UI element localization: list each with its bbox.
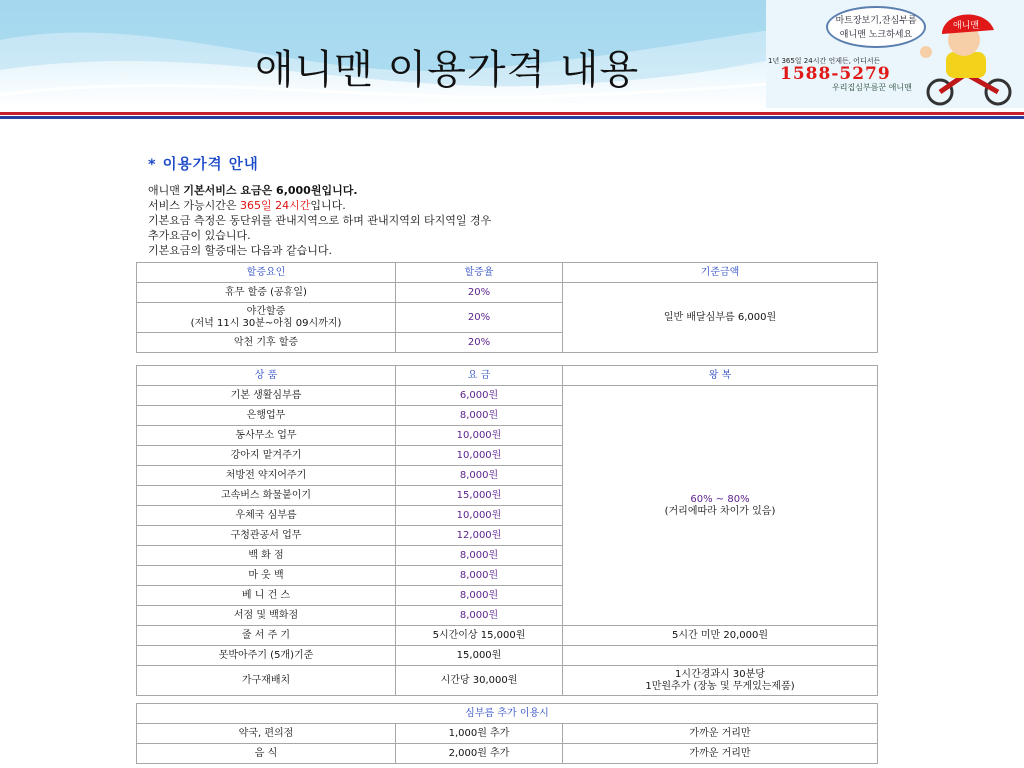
header-errand-extra: 심부름 추가 이용시	[137, 704, 878, 724]
product-price: 8,000원	[396, 566, 563, 586]
product-price-table	[136, 365, 878, 696]
promo-slogan: 우리집심부름꾼 애니맨	[832, 83, 912, 92]
table-row	[137, 386, 878, 406]
product-name: 동사무소 업무	[137, 426, 396, 446]
product-price: 8,000원	[396, 546, 563, 566]
table-row	[137, 724, 878, 744]
surcharge-factor: 휴무 할증 (공휴일)	[137, 283, 396, 303]
table-row	[137, 666, 878, 696]
surcharge-factor: 악천 기후 할증	[137, 333, 396, 353]
section-title: * 이용가격 안내	[148, 157, 259, 173]
product-price: 12,000원	[396, 526, 563, 546]
promo-bubble-line2: 애니맨 노크하세요	[839, 30, 913, 40]
intro-hours: 365일 24시간	[240, 199, 311, 212]
promo-bubble-line1: 마트장보기,잔심부름	[835, 16, 917, 26]
product-price: 10,000원	[396, 426, 563, 446]
promo-tagline: 1년 365일 24시간 언제든, 어디서든	[768, 57, 881, 65]
product-name: 베 니 건 스	[137, 586, 396, 606]
intro-line2-suffix: 입니다.	[310, 199, 346, 212]
intro-line2-prefix: 서비스 가능시간은	[148, 199, 241, 212]
header-price: 요 금	[396, 366, 563, 386]
errand-item: 음 식	[137, 744, 396, 764]
product-price: 15,000원	[396, 486, 563, 506]
night-surcharge-label: 야간할증	[246, 305, 286, 317]
header-rate: 할증율	[396, 263, 563, 283]
roundtrip-note: (거리에따라 차이가 있음)	[664, 505, 776, 517]
header-factor: 할증요인	[137, 263, 396, 283]
header-base-amount: 기준금액	[563, 263, 878, 283]
page-title: 애니맨 이용가격 내용	[255, 47, 640, 93]
product-price: 시간당 30,000원	[396, 666, 563, 696]
table-row	[137, 626, 878, 646]
errand-note: 가까운 거리만	[563, 744, 878, 764]
night-surcharge-hours: (저녁 11시 30분~아침 09시까지)	[190, 317, 342, 329]
product-name: 줄 서 주 기	[137, 626, 396, 646]
intro-text	[148, 183, 491, 258]
promo-phone-number: 1588-5279	[780, 64, 891, 84]
table-header-row	[137, 704, 878, 724]
divider-blue	[0, 116, 1024, 119]
roundtrip-cell	[563, 386, 878, 626]
table-row	[137, 744, 878, 764]
header-roundtrip: 왕 복	[563, 366, 878, 386]
product-name: 기본 생활심부름	[137, 386, 396, 406]
errand-item: 약국, 편의점	[137, 724, 396, 744]
product-name: 가구재배치	[137, 666, 396, 696]
product-price: 8,000원	[396, 466, 563, 486]
delivery-character-icon	[906, 4, 1022, 108]
product-name: 못박아주기 (5개)기준	[137, 646, 396, 666]
product-name: 서점 및 백화점	[137, 606, 396, 626]
intro-line-1	[148, 183, 491, 198]
surcharge-rate: 20%	[396, 303, 563, 333]
errand-price: 1,000원 추가	[396, 724, 563, 744]
product-price: 8,000원	[396, 406, 563, 426]
surcharge-rate: 20%	[396, 283, 563, 303]
product-note: 5시간 미만 20,000원	[563, 626, 878, 646]
product-price: 6,000원	[396, 386, 563, 406]
table-header-row	[137, 263, 878, 283]
product-price: 8,000원	[396, 606, 563, 626]
intro-line1-prefix: 애니맨	[148, 184, 184, 197]
roundtrip-rate: 60% ~ 80%	[690, 493, 750, 505]
hat-logo-text: 애니맨	[952, 21, 980, 31]
errand-extra-table	[136, 703, 878, 764]
product-price: 5시간이상 15,000원	[396, 626, 563, 646]
product-name: 강아지 맡겨주기	[137, 446, 396, 466]
product-note	[563, 666, 878, 696]
furniture-note-line2: 1만원추가 (장농 및 무게있는제품)	[645, 680, 795, 692]
divider-red	[0, 112, 1024, 115]
product-price: 10,000원	[396, 446, 563, 466]
header-product: 상 품	[137, 366, 396, 386]
product-name: 은행업무	[137, 406, 396, 426]
furniture-note-line1: 1시간경과시 30분당	[675, 668, 765, 680]
table-row	[137, 646, 878, 666]
intro-line-4: 추가요금이 있습니다.	[148, 229, 251, 242]
intro-line-3: 기본요금 측정은 동단위를 관내지역으로 하며 관내지역외 타지역일 경우	[148, 214, 492, 227]
intro-base-fee: 기본서비스 요금은 6,000원입니다.	[183, 184, 358, 197]
surcharge-rate: 20%	[396, 333, 563, 353]
base-amount-cell: 일반 배달심부름 6,000원	[563, 283, 878, 353]
intro-line-2	[148, 198, 491, 213]
product-name: 마 웃 백	[137, 566, 396, 586]
product-price: 8,000원	[396, 586, 563, 606]
table-row	[137, 283, 878, 303]
product-price: 15,000원	[396, 646, 563, 666]
product-name: 우체국 심부름	[137, 506, 396, 526]
intro-line-5: 기본요금의 할증대는 다음과 같습니다.	[148, 244, 333, 257]
product-name: 구청관공서 업무	[137, 526, 396, 546]
product-name: 처방전 약지어주기	[137, 466, 396, 486]
product-name: 고속버스 화물붙이기	[137, 486, 396, 506]
errand-note: 가까운 거리만	[563, 724, 878, 744]
product-price: 10,000원	[396, 506, 563, 526]
promo-banner	[766, 0, 1024, 108]
product-note	[563, 646, 878, 666]
product-name: 백 화 점	[137, 546, 396, 566]
surcharge-factor	[137, 303, 396, 333]
errand-price: 2,000원 추가	[396, 744, 563, 764]
table-header-row	[137, 366, 878, 386]
header-banner	[0, 0, 1024, 108]
surcharge-table	[136, 262, 878, 353]
